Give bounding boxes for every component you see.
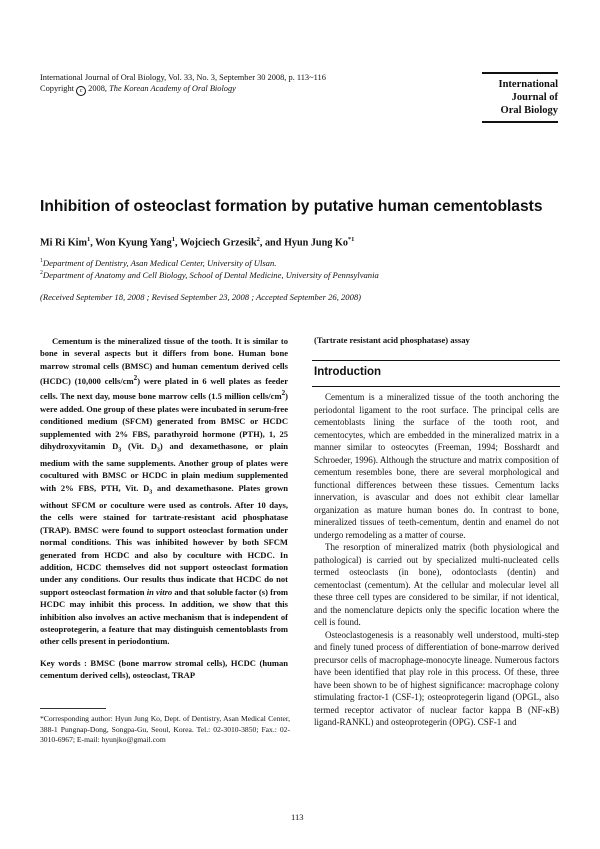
corresponding-author-footnote: *Corresponding author: Hyun Jung Ko, Dept. of Dentistry, Asan Medical Center, 388-1 Pungnap-Dong, Songpa-Gu, Seoul, Korea. Tel.: 02-3010-3850; Fax.: 02-3010-6967; E-mail: hyunjko@gmail.com xyxy=(40,714,290,745)
page-number: 113 xyxy=(291,812,304,822)
journal-header xyxy=(40,72,440,96)
journal-citation: International Journal of Oral Biology, Vol. 33, No. 3, September 30 2008, p. 113~116 xyxy=(40,73,326,82)
keywords: Key words : BMSC (bone marrow stromal cells), HCDC (human cementum derived cells), osteoclast, TRAP xyxy=(40,658,288,681)
section-heading-introduction: Introduction xyxy=(314,366,382,378)
affiliation-2: $^2$Department of Anatomy and Cell Biology, School of Dental Medicine, University of Pennsylvania xyxy=(40,270,379,280)
abstract: Cementum is the mineralized tissue of the tooth. It is similar to bone in several aspects but it differs from bone. Human bone marrow stromal cells (BMSC) and human cementum derived cells (HCDC) (10,000 cells/$cm^2$) were plated in 6 well plates as feeder cells. The next day, mouse bone marrow cells (1.5 million cells/$cm^2$) were added. One group of these plates were incubated in serum-free conditioned medium (SFCM) generated from BMSC or HCDC supplemented with 2% FBS, parathyroid hormone (PTH), 1, 25 dihydroxyvitamin $D_3$ (Vit. $D_3$) and dexamethasone, or plain medium with the same supplements. Another group of plates were cocultured with BMSC or HCDC in plain medium supplemented with 2% FBS, PTH, Vit. $D_3$ and dexamethasone. Plates grown without SFCM or coculture were used as controls. After 10 days, the cells were stained for tartrate-resistant acid phosphatase (TRAP). BMSC were found to support osteoclast formation under normal conditions. This was inhibited however by both SFCM generated from HCDC and also by coculture with HCDC. In addition, HCDC themselves did not support osteoclast formation under any conditions. Our results thus indicate that HCDC do not support osteoclast formation in vitro and that soluble factor (s) from HCDC may inhibit this process. In addition, we show that this inhibition also involves an active mechanism that is independent of osteoprotegerin, a feature that may distinguish cementoblasts from other cells present in periodontium. xyxy=(40,336,288,647)
journal-logo-box: International Journal of Oral Biology xyxy=(482,72,558,123)
section-rule-bottom xyxy=(312,386,560,387)
author-list: Mi Ri Kim$^1$, Won Kyung Yang$^1$, Wojciech Grzesik$^2$, and Hyun Jung Ko$^{*1}$ xyxy=(40,236,355,249)
article-title: Inhibition of osteoclast formation by putative human cementoblasts xyxy=(40,198,543,215)
section-rule-top xyxy=(312,360,560,361)
copyright-line: Copyright c 2008, The Korean Academy of Oral Biology xyxy=(40,84,236,94)
received-dates: (Received September 18, 2008 ; Revised September 23, 2008 ; Accepted September 26, 2008) xyxy=(40,292,362,302)
intro-paragraph: The resorption of mineralized matrix (both physiological and pathological) is carried out by specialized multi-nucleated cells termed osteoclasts (in bone), odontoclasts (dentin) and cementoclast (cementum). At the cellular and molecular level all these three cell types are considered to be similar, if not identical, and the nomenclature depicts only the specific location where the cell is found. xyxy=(314,542,559,627)
copyright-symbol: c xyxy=(76,86,86,96)
footnote-divider xyxy=(40,708,106,709)
introduction-body xyxy=(314,391,559,729)
keywords-continued: (Tartrate resistant acid phosphatase) assay xyxy=(314,335,470,345)
intro-paragraph: Osteoclastogenesis is a reasonably well understood, multi-step and finely tuned process of differentiation of bone-marrow derived precursor cells of macrophage-monocyte lineage. Numerous factors have been identified that play role in this process. Of these, three have been shown to be of highest significance: macrophage colony stimulating fractor-1 (CSF-1); osteoprotegerin ligand (OPGL, also termed receptor activator of nuclear factor kappa B (NF-κB) ligand-RANKL) and osteoprotegerin (OPG). CSF-1 and xyxy=(314,629,559,727)
affiliation-1: $^1$Department of Dentistry, Asan Medical Center, University of Ulsan. xyxy=(40,258,277,268)
intro-paragraph: Cementum is a mineralized tissue of the tooth anchoring the periodontal ligament to the root surface. The principal cells are cementoblasts lining the surface of the tooth root, and cementocytes, which are embedded in the mineralized matrix in a manner similar to osteocytes (Freeman, 1994; Bosshardt and Schroeder, 1996). Although the structure and matrix composition of cementum resembles bone, there are several morphological and functional differences between these tissues. Cementum lacks innervation, is avascular and does not exhibit clear lamellar organization as mature human bones do. In contrast to bone, mineralized tissues of teeth-cementum, dentin and enamel do not undergo remodeling as a matter of course. xyxy=(314,392,559,540)
